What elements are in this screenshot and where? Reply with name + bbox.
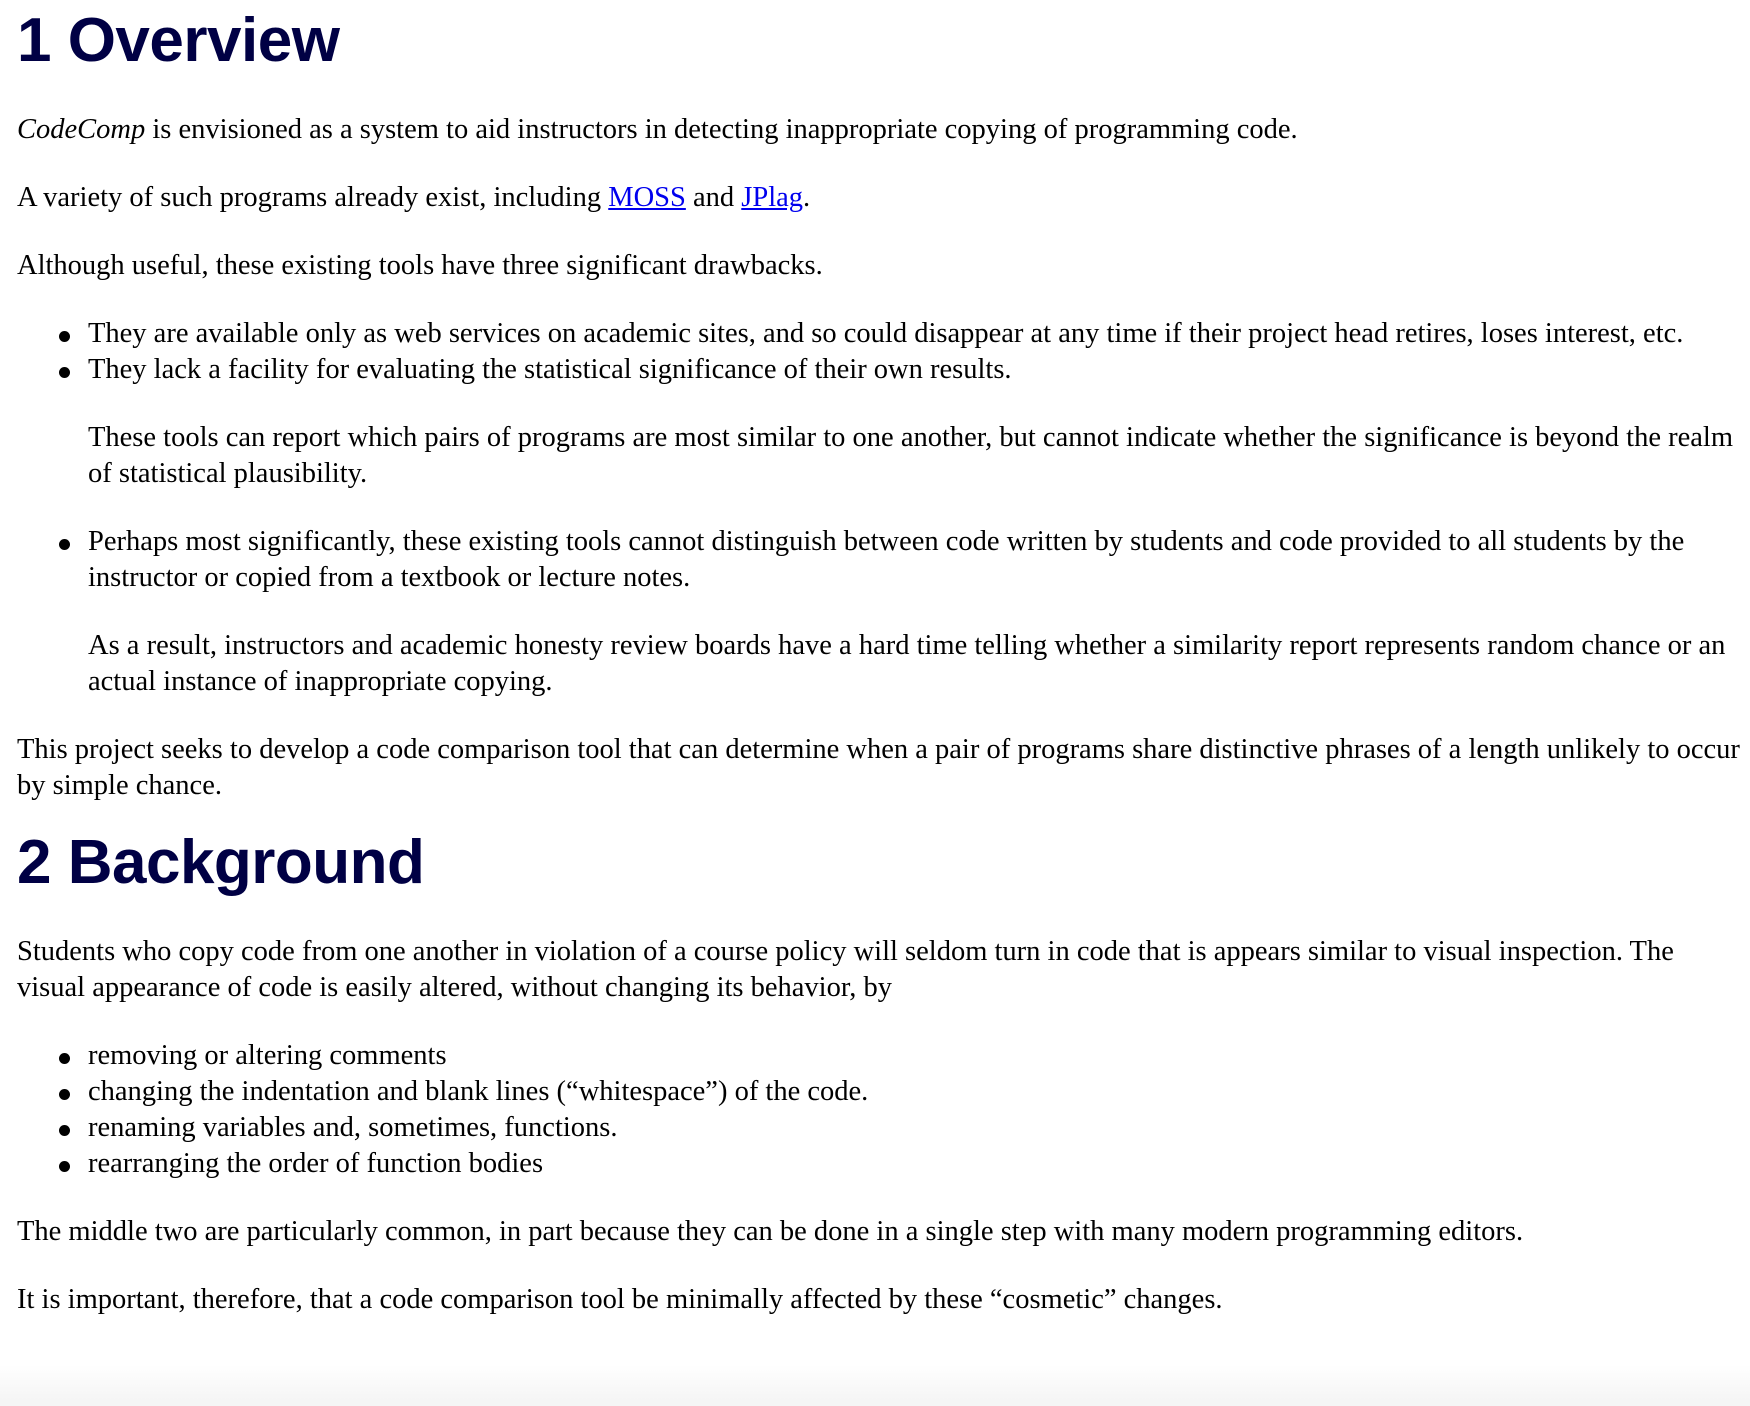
drawback-text: Perhaps most significantly, these existing tools cannot distinguish between code written by students and code provided to all students by the instructor or copied from a textbook or lecture notes.	[88, 526, 1685, 593]
variety-prefix: A variety of such programs already exist, including	[17, 182, 609, 213]
drawback-detail: As a result, instructors and academic honesty review boards have a hard time telling whether a similarity report represents random chance or an actual instance of inappropriate copying.	[88, 630, 1726, 697]
product-name: CodeComp	[17, 114, 146, 145]
project-goal-paragraph: This project seeks to develop a code comparison tool that can determine when a pair of programs share distinctive phrases of a length unlikely to occur by simple chance.	[17, 734, 1740, 801]
common-methods-paragraph: The middle two are particularly common, in part because they can be done in a single step with many modern programming editors.	[17, 1216, 1524, 1247]
alteration-methods-list	[17, 1038, 1742, 1182]
moss-link[interactable]: MOSS	[608, 182, 686, 213]
variety-suffix: .	[803, 182, 811, 213]
background-intro: Students who copy code from one another in violation of a course policy will seldom turn in code that is appears similar to visual inspection. The visual appearance of code is easily altered, without changing its behavior, by	[17, 936, 1674, 1003]
drawbacks-intro: Although useful, these existing tools have three significant drawbacks.	[17, 250, 823, 281]
jplag-link[interactable]: JPlag	[741, 182, 804, 213]
drawback-text: They are available only as web services on academic sites, and so could disappear at any time if their project head retires, loses interest, etc.	[88, 318, 1684, 349]
drawback-item	[88, 524, 1742, 700]
intro-text: is envisioned as a system to aid instructors in detecting inappropriate copying of programming code.	[145, 114, 1298, 145]
drawback-detail: These tools can report which pairs of programs are most similar to one another, but cannot indicate whether the significance is beyond the realm of statistical plausibility.	[88, 422, 1733, 489]
existing-programs-paragraph	[17, 180, 1742, 216]
section-heading-background: 2 Background	[17, 828, 425, 897]
method-item: changing the indentation and blank lines (“whitespace”) of the code.	[88, 1074, 1742, 1110]
method-item: removing or altering comments	[88, 1038, 1742, 1074]
document-page	[0, 6, 1742, 1318]
variety-between: and	[685, 182, 742, 213]
drawbacks-list	[17, 316, 1742, 700]
drawback-item	[88, 352, 1742, 492]
method-item: renaming variables and, sometimes, functions.	[88, 1110, 1742, 1146]
drawback-text: They lack a facility for evaluating the statistical significance of their own results.	[88, 354, 1012, 385]
drawback-item	[88, 316, 1742, 352]
intro-paragraph	[17, 112, 1742, 148]
conclusion-paragraph: It is important, therefore, that a code comparison tool be minimally affected by these “cosmetic” changes.	[17, 1284, 1223, 1315]
method-item: rearranging the order of function bodies	[88, 1146, 1742, 1182]
section-heading-overview: 1 Overview	[17, 6, 340, 75]
